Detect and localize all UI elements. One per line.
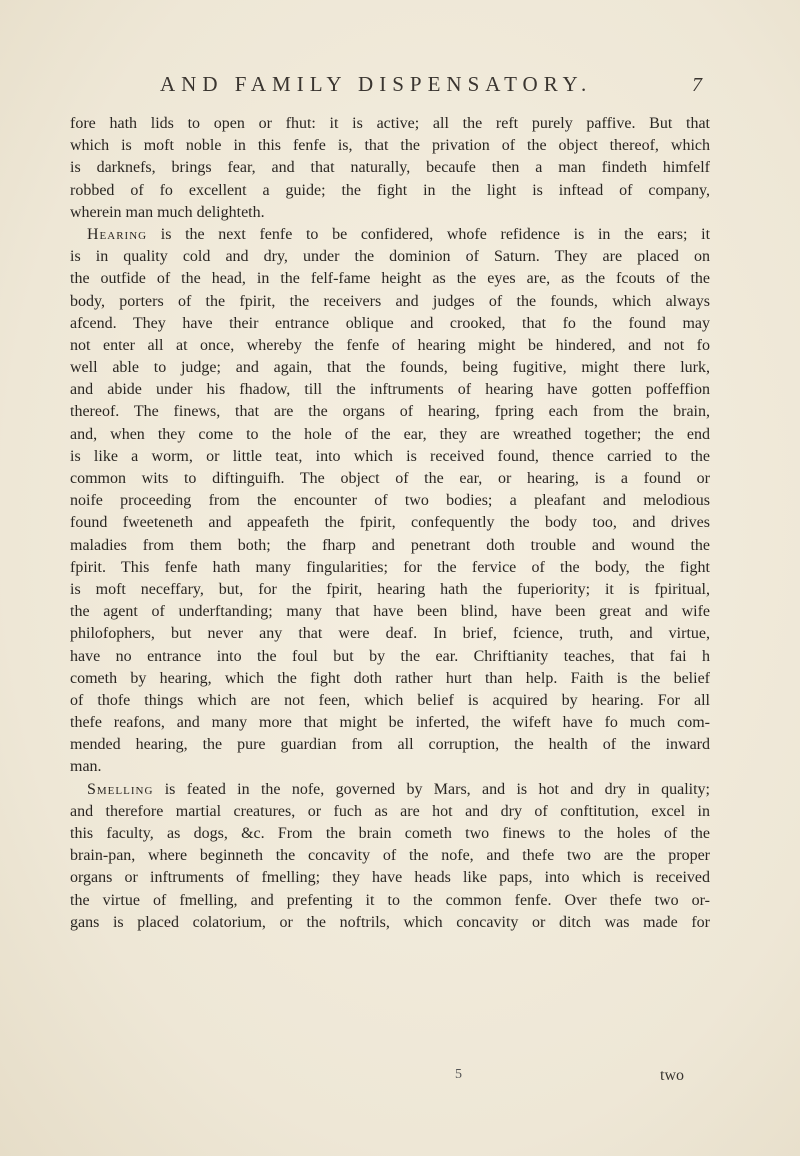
text-line xyxy=(70,113,710,135)
body-text xyxy=(70,113,710,934)
text-line xyxy=(70,557,710,579)
text-line xyxy=(70,401,710,423)
line-text: gans is placed colatorium, or the noftrils, which concavity or ditch was made for xyxy=(70,913,710,931)
line-text: of thofe things which are not feen, which belief is acquired by hearing. For all xyxy=(70,691,710,709)
line-text: and abide under his fhadow, till the inftruments of hearing have gotten poffeffion xyxy=(70,381,710,399)
line-text: the virtue of fmelling, and prefenting it to the common fenfe. Over thefe two or- xyxy=(70,891,710,909)
line-text: maladies from them both; the fharp and penetrant doth trouble and wound the xyxy=(70,536,710,554)
text-line xyxy=(70,668,710,690)
text-line xyxy=(70,601,710,623)
text-line xyxy=(70,268,710,290)
text-line xyxy=(70,756,710,778)
text-line xyxy=(70,623,710,645)
text-line xyxy=(70,424,710,446)
text-line xyxy=(70,379,710,401)
signature-mark: 5 xyxy=(455,1067,462,1082)
line-text: organs or inftruments of fmelling; they have heads like paps, into which is received xyxy=(70,869,710,887)
text-line xyxy=(70,535,710,557)
text-line xyxy=(70,734,710,756)
section-lead-word: Smelling xyxy=(87,780,154,798)
text-line xyxy=(70,690,710,712)
text-line xyxy=(70,202,710,224)
line-text: cometh by hearing, which the fight doth rather hurt than help. Faith is the belief xyxy=(70,669,710,687)
line-text: thefe reafons, and many more that might be inferted, the wifeft have fo much com- xyxy=(70,714,710,732)
line-text: philofophers, but never any that were deaf. In brief, fcience, truth, and virtue, xyxy=(70,625,710,643)
line-text: found fweeteneth and appeafeth the fpirit, confequently the body too, and drives xyxy=(70,514,710,532)
line-text: and therefore martial creatures, or fuch as are hot and dry of conftitution, excel in xyxy=(70,802,710,820)
text-line xyxy=(70,135,710,157)
line-text: the agent of underftanding; many that have been blind, have been great and wife xyxy=(70,603,710,621)
line-text: fpirit. This fenfe hath many fingularities; for the fervice of the body, the fight xyxy=(70,558,710,576)
line-text: body, porters of the fpirit, the receivers and judges of the founds, which always xyxy=(70,292,710,310)
catchword: two xyxy=(660,1067,684,1084)
text-line xyxy=(70,712,710,734)
text-line xyxy=(70,801,710,823)
text-line xyxy=(70,224,710,246)
line-text: fore hath lids to open or fhut: it is active; all the reft purely paffive. But that xyxy=(70,115,710,132)
line-text: noife proceeding from the encounter of two bodies; a pleafant and melodious xyxy=(70,492,710,510)
line-text: is moft neceffary, but, for the fpirit, hearing hath the fuperiority; it is fpiritual, xyxy=(70,580,710,598)
text-line xyxy=(70,180,710,202)
page-header xyxy=(160,72,700,100)
line-text: this faculty, as dogs, &c. From the brain cometh two finews to the holes of the xyxy=(70,825,710,842)
text-line xyxy=(70,490,710,512)
line-text: robbed of fo excellent a guide; the fight in the light is inftead of company, xyxy=(70,181,710,199)
line-text: is feated in the nofe, governed by Mars, and is hot and dry in quality; xyxy=(164,780,711,798)
text-line xyxy=(70,357,710,379)
line-text: thereof. The finews, that are the organs of hearing, fpring each from the brain, xyxy=(70,403,710,421)
text-line xyxy=(70,867,710,889)
line-text: is the next fenfe to be confidered, whofe refidence is in the ears; it xyxy=(160,225,711,243)
text-line xyxy=(70,291,710,313)
text-line xyxy=(70,912,710,934)
line-text: mended hearing, the pure guardian from all corruption, the health of the inward xyxy=(70,736,710,754)
line-text: is darknefs, brings fear, and that naturally, becaufe then a man findeth himfelf xyxy=(70,159,710,177)
page-number: 7 xyxy=(692,74,702,96)
text-line xyxy=(70,313,710,335)
text-line xyxy=(70,823,710,845)
line-text: is in quality cold and dry, under the dominion of Saturn. They are placed on xyxy=(70,248,710,266)
line-text: have no entrance into the foul but by the ear. Chriftianity teaches, that fai h xyxy=(70,647,710,665)
line-text: is like a worm, or little teat, into which is received found, thence carried to the xyxy=(70,447,710,465)
line-text: well able to judge; and again, that the founds, being fugitive, might there lurk, xyxy=(70,359,710,377)
text-line xyxy=(70,512,710,534)
text-line xyxy=(70,446,710,468)
section-lead-word: Hearing xyxy=(87,225,148,243)
line-text: common wits to diftinguifh. The object of the ear, or hearing, is a found or xyxy=(70,470,710,487)
text-line xyxy=(70,468,710,490)
text-line xyxy=(70,335,710,357)
line-text: not enter all at once, whereby the fenfe of hearing might be hindered, and not fo xyxy=(70,336,710,354)
text-line xyxy=(70,579,710,601)
line-text: and, when they come to the hole of the ear, they are wreathed together; the end xyxy=(70,425,710,443)
text-line xyxy=(70,779,710,801)
line-text: which is moft noble in this fenfe is, that the privation of the object thereof, which xyxy=(70,137,710,155)
running-head: AND FAMILY DISPENSATORY. xyxy=(160,72,593,96)
line-text: man. xyxy=(70,758,102,776)
line-text: brain-pan, where beginneth the concavity of the nofe, and thefe two are the proper xyxy=(70,847,710,865)
text-line xyxy=(70,845,710,867)
text-line xyxy=(70,246,710,268)
line-text: wherein man much delighteth. xyxy=(70,203,265,221)
line-text: afcend. They have their entrance oblique and crooked, that fo the found may xyxy=(70,314,710,332)
text-line xyxy=(70,646,710,668)
text-line xyxy=(70,890,710,912)
line-text: the outfide of the head, in the felf-fame height as the eyes are, as the fcouts of the xyxy=(70,270,710,288)
text-line xyxy=(70,157,710,179)
